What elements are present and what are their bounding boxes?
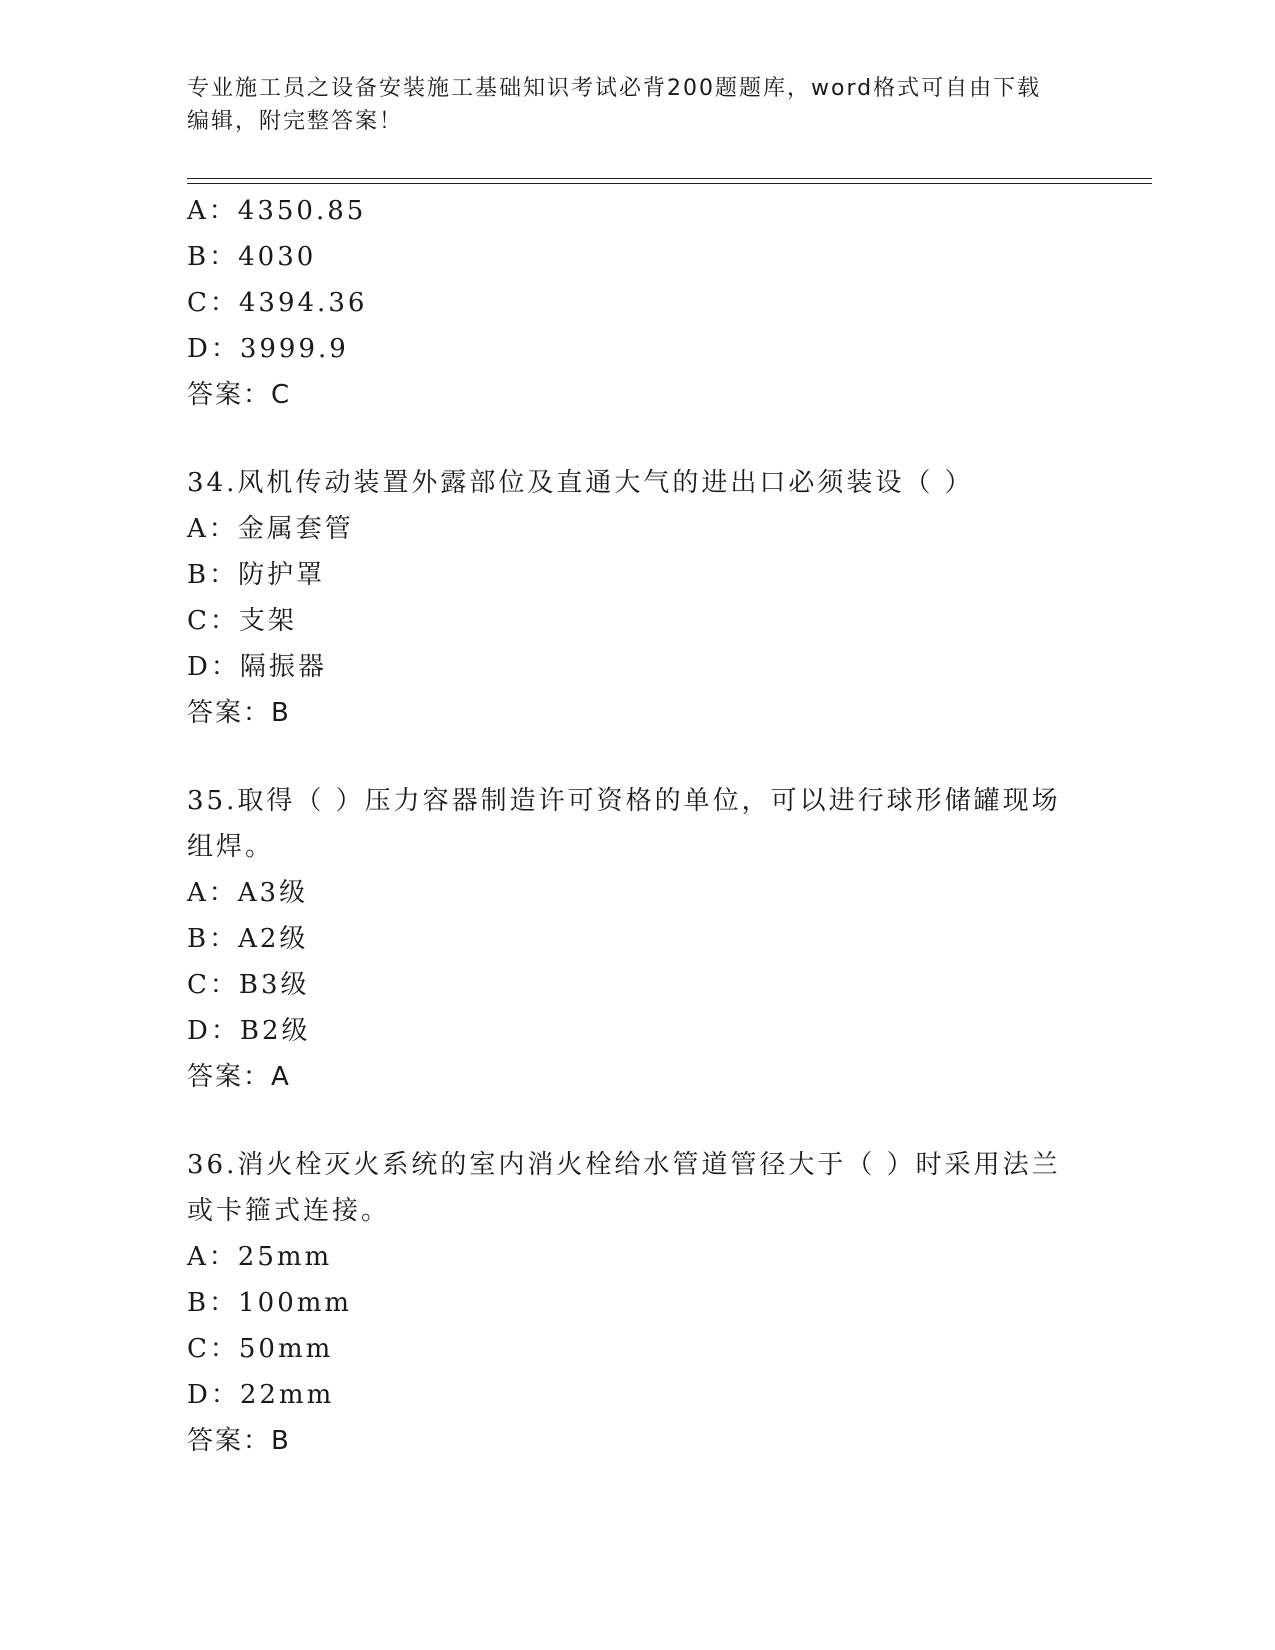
- option-c: C：4394.36: [187, 288, 368, 318]
- header-divider-top: [187, 178, 1152, 179]
- option-b: B：4030: [187, 242, 317, 272]
- option-b: B：100mm: [187, 1288, 353, 1318]
- option-a: A：金属套管: [187, 514, 354, 544]
- header-line-1: 专业施工员之设备安装施工基础知识考试必背200题题库，word格式可自由下载: [187, 76, 1042, 101]
- answer: 答案：B: [187, 1426, 291, 1456]
- option-a: A：4350.85: [187, 196, 367, 226]
- option-d: D：隔振器: [187, 652, 327, 682]
- option-b: B：A2级: [187, 924, 309, 954]
- option-a: A：A3级: [187, 878, 309, 908]
- document-header: [187, 72, 1067, 138]
- question-34: [187, 460, 1067, 736]
- answer: 答案：A: [187, 1062, 291, 1092]
- header-divider-bottom: [187, 183, 1152, 184]
- option-d: D：3999.9: [187, 334, 349, 364]
- question-33: [187, 188, 1067, 418]
- question-text-continued: 或卡箍式连接。: [187, 1196, 391, 1226]
- question-35: [187, 778, 1067, 1100]
- spacer: [187, 736, 1067, 778]
- question-list: [187, 188, 1067, 1464]
- question-text: 36.消火栓灭火系统的室内消火栓给水管道管径大于（ ）时采用法兰: [187, 1150, 1061, 1180]
- question-36: [187, 1142, 1067, 1464]
- option-b: B：防护罩: [187, 560, 326, 590]
- spacer: [187, 1100, 1067, 1142]
- option-c: C：50mm: [187, 1334, 334, 1364]
- option-c: C：B3级: [187, 970, 310, 1000]
- question-text: 35.取得（ ）压力容器制造许可资格的单位，可以进行球形储罐现场: [187, 786, 1061, 816]
- answer: 答案：C: [187, 380, 292, 410]
- question-text: 34.风机传动装置外露部位及直通大气的进出口必须装设（ ）: [187, 468, 974, 498]
- option-c: C：支架: [187, 606, 297, 636]
- spacer: [187, 418, 1067, 460]
- option-a: A：25mm: [187, 1242, 333, 1272]
- option-d: D：22mm: [187, 1380, 335, 1410]
- header-line-2: 编辑，附完整答案！: [187, 109, 404, 134]
- answer: 答案：B: [187, 698, 291, 728]
- option-d: D：B2级: [187, 1016, 311, 1046]
- question-text-continued: 组焊。: [187, 832, 275, 862]
